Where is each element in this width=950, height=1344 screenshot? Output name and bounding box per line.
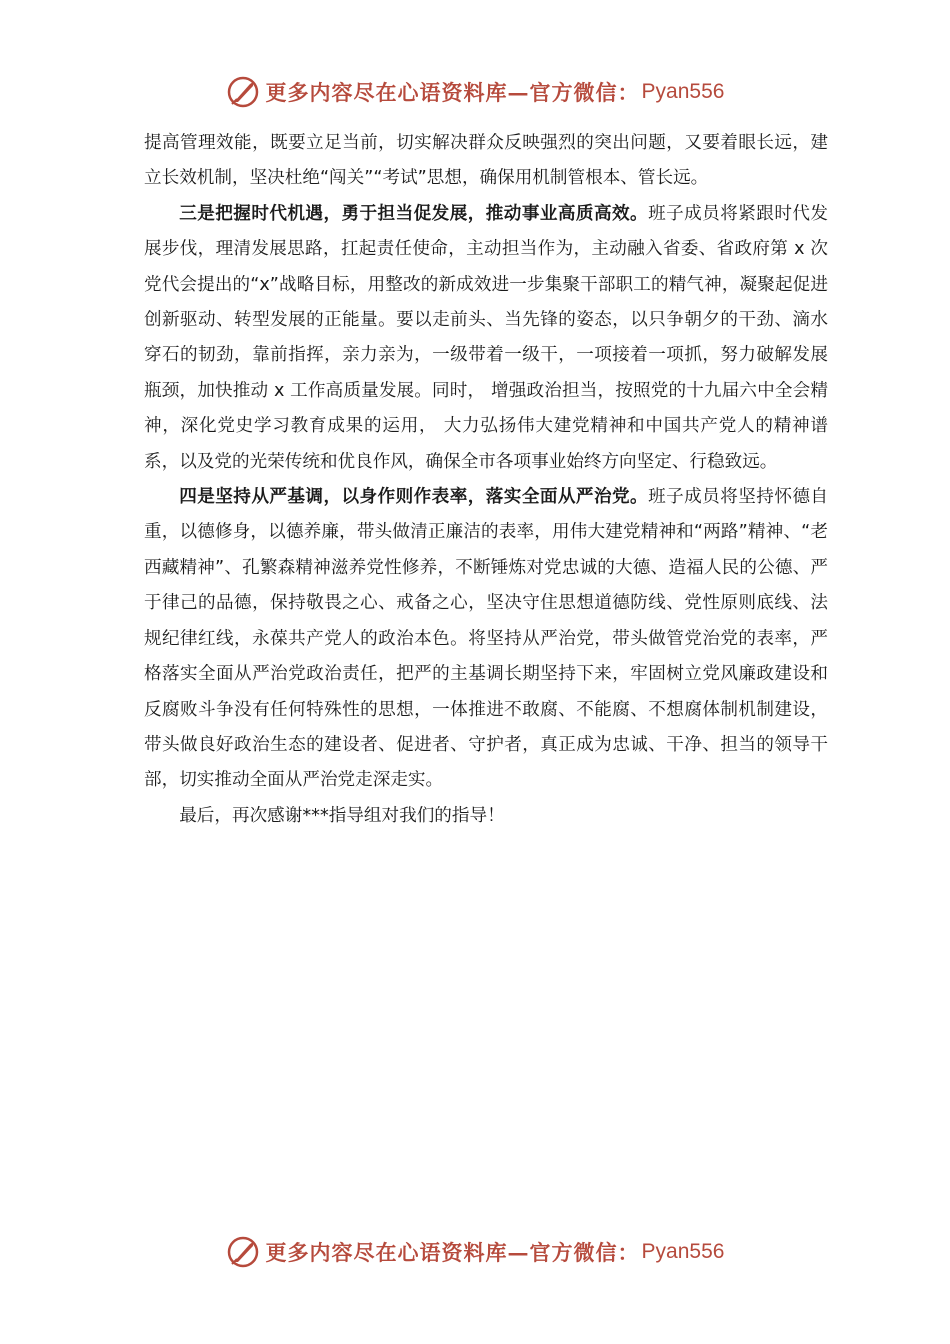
document-body [144, 126, 828, 834]
paragraph-3-text: 班子成员将坚持怀德自重，以德修身，以德养廉，带头做清正廉洁的表率，用伟大建党精神和“两路”精神、“老西藏精神”、孔繁森精神滋养党性修养，不断锤炼对党忠诚的大德、造福人民的公德、严于律己的品德，保持敬畏之心、戒备之心，坚决守住思想道德防线、党性原则底线、法规纪律红线，永葆共产党人的政治本色。将坚持从严治党，带头做管党治党的表率，严格落实全面从严治党政治责任，把严的主基调长期坚持下来，牢固树立党风廉政建设和反腐败斗争没有任何特殊性的思想，一体推进不敢腐、不能腐、不想腐体制机制建设，带头做良好政治生态的建设者、促进者、守护者，真正成为忠诚、干净、担当的领导干部，切实推动全面从严治党走深走实。 [144, 487, 828, 791]
header-banner [0, 70, 950, 114]
quill-logo-icon [226, 1235, 260, 1269]
paragraph-2-lead: 三是把握时代机遇，勇于担当促发展，推动事业高质高效。 [179, 203, 649, 224]
footer-wechat-id: Pyan556 [641, 1240, 725, 1263]
paragraph-4-text: 最后，再次感谢***指导组对我们的指导！ [179, 805, 505, 826]
paragraph-4 [144, 799, 828, 834]
paragraph-1 [144, 126, 828, 197]
paragraph-2 [144, 197, 828, 480]
footer-banner-text: 更多内容尽在心语资料库—官方微信： [265, 1240, 640, 1265]
footer-banner [0, 1230, 950, 1274]
paragraph-3 [144, 480, 828, 799]
header-wechat-id: Pyan556 [641, 80, 725, 103]
header-banner-text: 更多内容尽在心语资料库—官方微信： [265, 80, 640, 105]
quill-logo-icon [226, 75, 260, 109]
paragraph-2-text: 班子成员将紧跟时代发展步伐，理清发展思路，扛起责任使命，主动担当作为，主动融入省委、省政府第 x 次党代会提出的“x”战略目标，用整改的新成效进一步集聚干部职工的精气神，凝聚起促进创新驱动、转型发展的正能量。要以走前头、当先锋的姿态，以只争朝夕的干劲、滴水穿石的韧劲，靠前指挥，亲力亲为，一级带着一级干，一项接着一项抓，努力破解发展瓶颈，加快推动 x 工作高质量发展。同时， 增强政治担当，按照党的十九届六中全会精神，深化党史学习教育成果的运用， 大力弘扬伟大建党精神和中国共产党人的精神谱系，以及党的光荣传统和优良作风，确保全市各项事业始终方向坚定、行稳致远。 [144, 203, 828, 472]
paragraph-1-text: 提高管理效能，既要立足当前，切实解决群众反映强烈的突出问题，又要着眼长远，建立长效机制，坚决杜绝“闯关”“考试”思想，确保用机制管根本、管长远。 [144, 133, 828, 189]
paragraph-3-lead: 四是坚持从严基调，以身作则作表率，落实全面从严治党。 [179, 487, 649, 508]
